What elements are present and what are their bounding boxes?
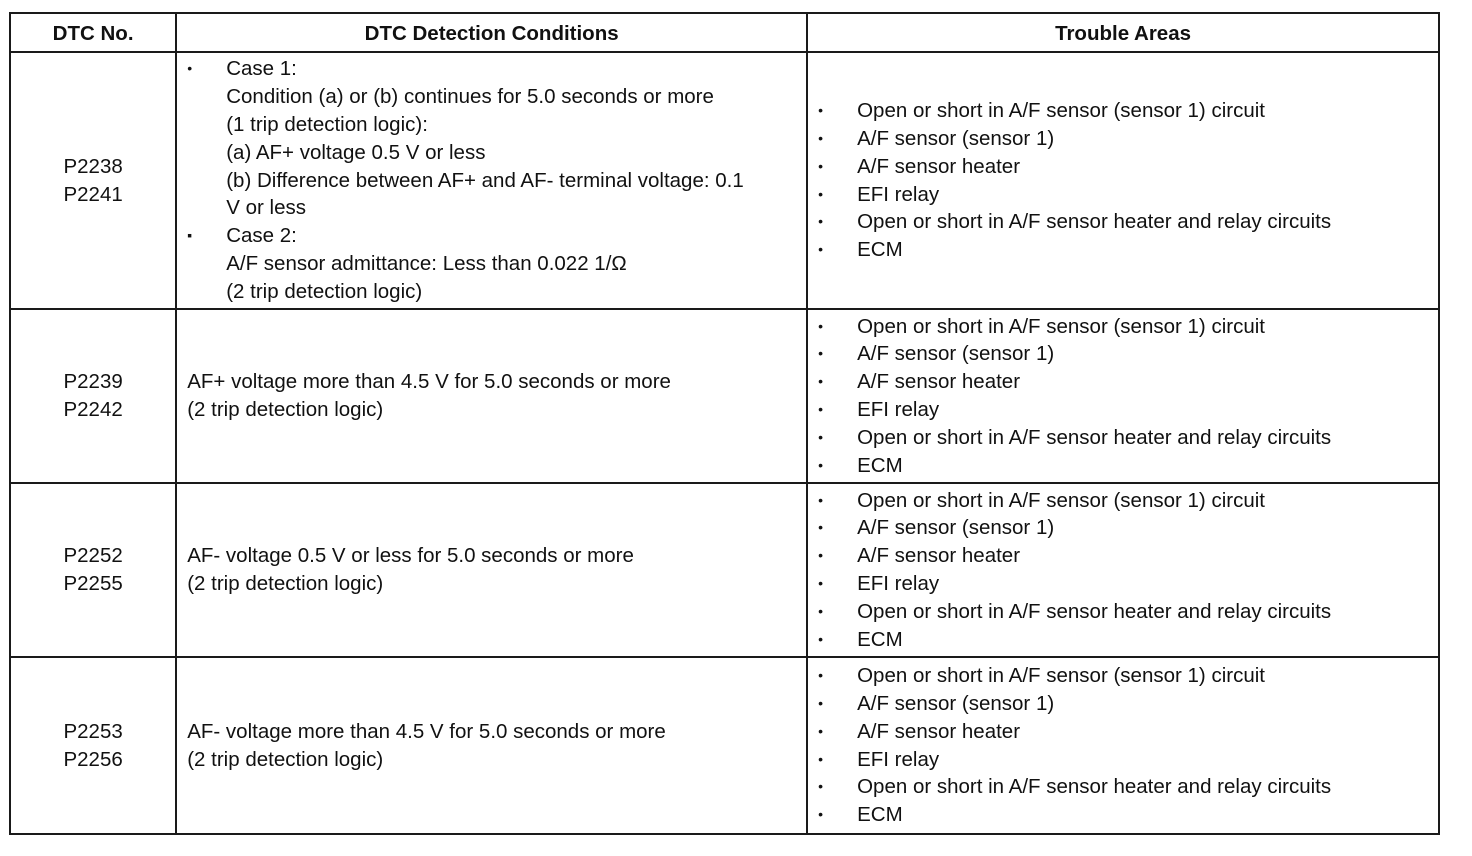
trouble-item [818,208,1438,236]
bullet-icon: • [818,428,823,445]
trouble-text: Open or short in A/F sensor heater and relay circuits [857,425,1332,449]
dtc-code: P2242 [63,398,123,421]
trouble-item [818,746,1438,774]
trouble-list [818,487,1438,654]
trouble-areas-cell [807,309,1439,483]
condition-line: AF+ voltage more than 4.5 V for 5.0 seconds or more [187,370,671,394]
header-dtc-no: DTC No. [10,13,176,52]
condition-line: Condition (a) or (b) continues for 5.0 seconds or more [226,85,714,109]
condition-line: (2 trip detection logic) [187,398,384,421]
bullet-icon: • [818,317,823,334]
condition-line: AF- voltage 0.5 V or less for 5.0 seconds or more [187,544,634,568]
detection-conditions-cell [176,309,807,483]
bullet-icon: • [818,694,823,711]
trouble-item [818,570,1438,598]
trouble-item [818,626,1438,654]
trouble-item [818,181,1438,209]
trouble-item [818,514,1438,542]
trouble-text: Open or short in A/F sensor (sensor 1) circuit [857,488,1265,512]
table-header-row [10,13,1439,52]
trouble-item [818,487,1438,515]
dtc-code: P2252 [63,544,123,568]
bullet-icon: • [818,806,823,823]
bullet-icon: • [818,630,823,647]
table-row [10,483,1439,657]
table-row [10,52,1439,309]
bullet-icon: • [818,602,823,619]
trouble-text: Open or short in A/F sensor heater and relay circuits [857,599,1332,623]
dtc-code: P2253 [63,719,123,743]
dtc-code-cell [10,309,176,483]
trouble-item [818,153,1438,181]
detection-conditions-cell [176,657,807,834]
trouble-text: A/F sensor (sensor 1) [857,691,1055,715]
trouble-text: ECM [857,627,903,651]
trouble-item [818,801,1438,829]
case-item [187,55,798,222]
bullet-icon: • [818,722,823,739]
dtc-code: P2239 [63,370,123,394]
detection-conditions-cell [176,52,807,309]
trouble-text: A/F sensor heater [857,719,1021,743]
bullet-icon: • [818,241,823,258]
condition-line: AF- voltage more than 4.5 V for 5.0 seconds or more [187,719,666,743]
trouble-item [818,598,1438,626]
bullet-icon: • [818,575,823,591]
trouble-item [818,662,1438,690]
dtc-table [9,12,1440,835]
bullet-icon: • [818,102,823,119]
condition-line: (2 trip detection logic) [226,279,423,303]
condition-line: (b) Difference between AF+ and AF- terminal voltage: 0.1 [226,168,744,192]
trouble-areas-cell [807,52,1439,309]
trouble-text: A/F sensor (sensor 1) [857,342,1055,366]
trouble-list [818,662,1438,829]
trouble-text: Open or short in A/F sensor (sensor 1) circuit [857,664,1265,688]
case-list [187,55,798,305]
dtc-code-cell [10,483,176,657]
trouble-item [818,452,1438,480]
condition-line: (2 trip detection logic) [187,572,384,595]
trouble-text: Open or short in A/F sensor heater and relay circuits [857,210,1332,234]
dtc-code: P2255 [63,572,123,595]
dtc-code-cell [10,657,176,834]
bullet-icon: • [818,547,823,564]
header-trouble-areas: Trouble Areas [807,13,1439,52]
header-detection-conditions: DTC Detection Conditions [176,13,807,52]
dtc-code: P2256 [63,747,123,771]
bullet-icon: • [818,401,823,417]
trouble-item [818,340,1438,368]
trouble-item [818,313,1438,341]
table-row [10,657,1439,834]
bullet-icon: • [818,667,823,684]
trouble-text: ECM [857,238,903,262]
trouble-item [818,424,1438,452]
trouble-item [818,125,1438,153]
trouble-areas-cell [807,483,1439,657]
trouble-item [818,690,1438,718]
condition-line: Case 2: [226,224,297,248]
bullet-icon: • [818,519,823,536]
trouble-text: ECM [857,803,903,827]
trouble-item [818,368,1438,396]
dtc-code: P2238 [63,154,123,178]
trouble-areas-cell [807,657,1439,834]
trouble-text: EFI relay [857,747,940,771]
condition-line: (1 trip detection logic): [226,113,428,136]
trouble-item [818,773,1438,801]
bullet-icon: • [818,373,823,390]
condition-line: V or less [226,196,306,220]
table-row [10,309,1439,483]
trouble-text: Open or short in A/F sensor (sensor 1) circuit [857,314,1265,338]
trouble-text: Open or short in A/F sensor (sensor 1) circuit [857,99,1265,123]
trouble-text: A/F sensor heater [857,370,1021,394]
dtc-code-cell [10,52,176,309]
trouble-item [818,542,1438,570]
trouble-text: EFI relay [857,398,940,421]
condition-line: (a) AF+ voltage 0.5 V or less [226,140,486,164]
square-bullet-icon: ▪ [187,227,193,244]
trouble-item [818,236,1438,264]
bullet-icon: • [818,491,823,508]
trouble-text: A/F sensor (sensor 1) [857,126,1055,150]
trouble-list [818,97,1438,264]
bullet-icon: • [818,345,823,362]
trouble-item [818,718,1438,746]
trouble-text: Open or short in A/F sensor heater and relay circuits [857,775,1332,799]
trouble-text: A/F sensor (sensor 1) [857,516,1055,540]
detection-conditions-cell [176,483,807,657]
trouble-item [818,97,1438,125]
dtc-code: P2241 [63,182,123,206]
trouble-text: ECM [857,453,903,477]
bullet-icon: • [818,750,823,767]
trouble-text: A/F sensor heater [857,154,1021,178]
bullet-icon: • [818,213,823,230]
bullet-icon: • [818,129,823,146]
bullet-icon: • [187,60,193,77]
trouble-list [818,313,1438,480]
trouble-text: EFI relay [857,572,940,595]
trouble-text: A/F sensor heater [857,544,1021,568]
case-item [187,222,798,305]
condition-line: A/F sensor admittance: Less than 0.022 1/Ω [226,251,627,275]
bullet-icon: • [818,157,823,174]
bullet-icon: • [818,778,823,795]
condition-line: (2 trip detection logic) [187,747,384,771]
trouble-item [818,396,1438,424]
bullet-icon: • [818,185,823,202]
condition-line: Case 1: [226,57,297,81]
bullet-icon: • [818,456,823,473]
trouble-text: EFI relay [857,182,940,206]
